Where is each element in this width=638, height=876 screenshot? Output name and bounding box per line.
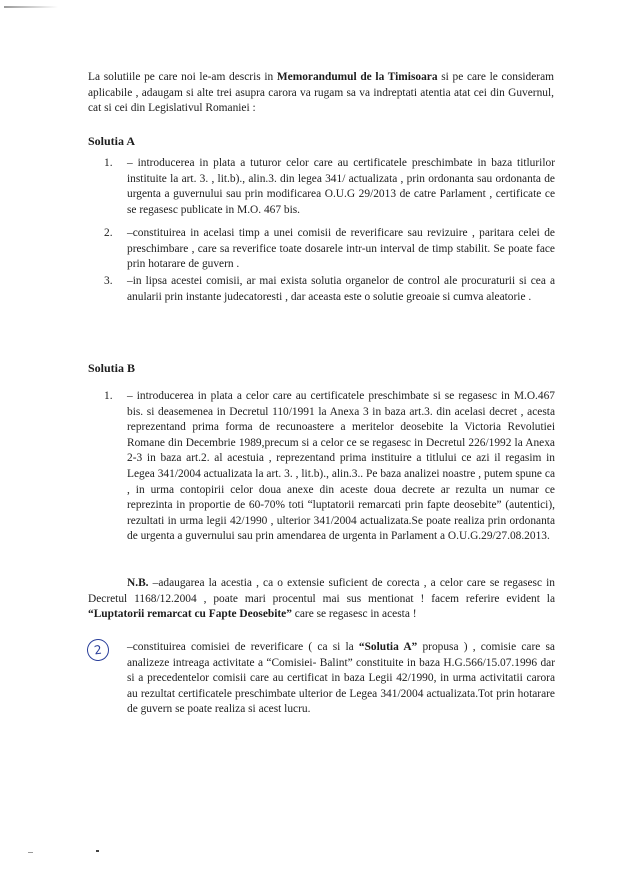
scan-edge-mark: [4, 6, 58, 8]
memorandum-title: Memorandumul de la Timisoara: [276, 71, 438, 83]
solution-b-item-2-text: [127, 640, 555, 718]
item-2-bold-reference: “Solutia A”: [358, 641, 418, 653]
intro-text-1: La solutiile pe care noi le-am descris in: [88, 71, 277, 83]
intro-text-2: si pe care le consideram aplicabile , adaugam si alte trei asupra carora va rugam sa va indreptati atentia atat cei din Guvernul, cat si cei din Legislativul Romaniei :: [88, 71, 554, 115]
solution-a-heading: Solutia A: [88, 134, 136, 148]
item-2-text-1: –constituirea comisiei de reverificare ( ca si la: [127, 641, 359, 653]
solution-a-item-3-number: 3.: [104, 275, 113, 287]
nb-paragraph: [88, 576, 555, 623]
nb-text-1: –adaugarea la acestia , ca o extensie suficient de corecta , a celor care se regasesc in Decretul 1168/12.2004 , poate mari procentul mai sus mentionat ! facem referire evident la: [88, 577, 555, 605]
solution-a-item-1-number: 1.: [104, 157, 113, 169]
nb-label: N.B.: [127, 577, 149, 589]
handwritten-circled-number: 2: [86, 638, 111, 663]
solution-a-item-1-text: – introducerea in plata a tuturor celor care au certificatele preschimbate in baza titlurilor instituite la art. 3. , lit.b)., alin.3. din legea 341/ actualizata , prin ordonanta sau ordonanta de urgenta a guvernului sau prin modificarea O.U.G 29/2013 de catre Parlament , certificate ce se regasesc publicate in M.O. 467 bis.: [127, 157, 555, 216]
solution-a-item-2-text: –constituirea in acelasi timp a unei comisii de reverificare sau revizuire , paritara celei de preschimbare , care sa reverifice toate dosarele intr-un interval de timp stabilit. Se poate face prin hotarare de guvern .: [127, 227, 555, 271]
scan-speck-left: [28, 852, 33, 853]
solution-a-item-2-number: 2.: [104, 227, 113, 239]
nb-bold-phrase: “Luptatorii remarcat cu Fapte Deosebite”: [88, 608, 292, 621]
nb-text-2: care se regasesc in acesta !: [291, 608, 417, 621]
solution-b-item-1-text: – introducerea in plata a celor care au certificatele preschimbate si se regasesc in M.O.467 bis. si deasemenea in Decretul 110/1991 la Anexa 3 in baza art.3. din acelasi decret , acesta reprezentand prima forma de recunoastere a meritelor deosebite la Victoria Revolutiei Romane din Decembrie 1989,precum si a celor ce se regasesc in Decretul 226/1992 la Anexa 2-3 in baza art.2. al acestuia , reprezentand prima instituire a titlului ce azi il regasim in Legea 341/2004 actualizata la art. 3. , lit.b)., alin.3.. Pe baza analizei noastre , putem spune ca , in urma contopirii celor doua anexe din aceste doua decrete ar rezulta un numar ce reprezinta in proportie de 60-70% toti “luptatorii remarcati prin fapte deosebite” (autentici), rezultati in urma legii 42/1990 , ulterior 341/2004 actualizata.Se poate realiza prin ordonanta de urgenta a guvernului sau prin amendarea de urgenta in Parlament a O.U.G.29/27.08.2013.: [127, 390, 555, 543]
intro-paragraph: [88, 70, 554, 117]
solution-b-heading: Solutia B: [88, 361, 136, 375]
item-2-text-2: propusa ) , comisie care sa analizeze intreaga activitate a “Comisiei- Balint” constituite in baza H.G.566/15.07.1996 dar si a precedentelor comisii care au certificat in baza Legii 42/1990, in urma activitatii carora au rezultat certificatele preschimbate ulterior de Legea 341/2004 actualizata.Tot prin hotarare de guvern se poate realiza si acest lucru.: [127, 641, 555, 716]
scan-speck: [96, 850, 99, 852]
solution-a-item-3-text: –in lipsa acestei comisii, ar mai exista solutia organelor de control ale procuraturii si cea a anularii prin instante judecatoresti , dar aceasta este o solutie greoaie si cumva aleatorie .: [127, 275, 555, 303]
solution-b-item-1-number: 1.: [104, 390, 113, 402]
